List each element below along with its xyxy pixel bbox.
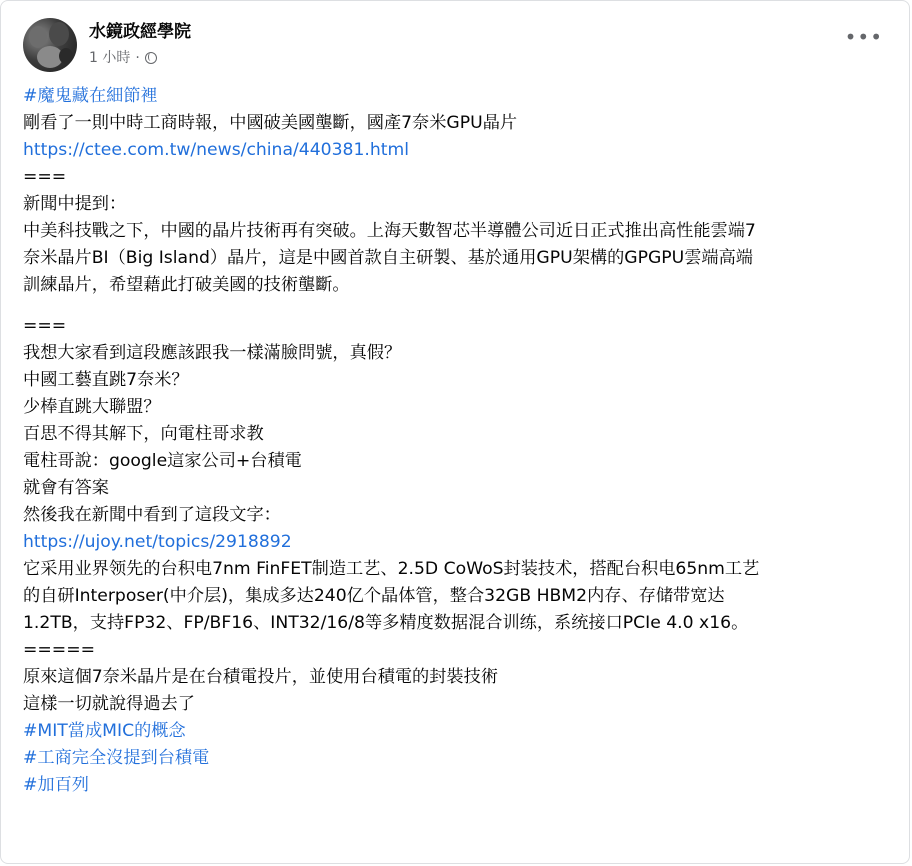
hashtags-paragraph <box>23 718 891 772</box>
post-header <box>23 18 191 72</box>
intro-paragraph <box>23 110 891 299</box>
hashtag-link[interactable]: #工商完全沒提到台積電 <box>23 748 210 768</box>
post-timestamp-row <box>89 49 191 67</box>
hashtag-link[interactable]: #加百列 <box>23 775 89 795</box>
conclusion-paragraph <box>23 637 891 691</box>
explained-paragraph <box>23 691 891 718</box>
found-text: 然後我在新聞中看到了這段文字： <box>23 505 281 525</box>
page-name-link[interactable]: 水鏡政經學院 <box>89 22 191 42</box>
quote-line: 1.2TB，支持FP32、FP/BF16、INT32/16/8等多精度数据混合训练，系统接口PCIe 4.0 x16。 <box>23 613 749 633</box>
hashtag-demon-in-details[interactable] <box>23 83 891 110</box>
ctee-news-link[interactable]: https://ctee.com.tw/news/china/440381.html <box>23 140 409 160</box>
ujoy-topic-link[interactable]: https://ujoy.net/topics/2918892 <box>23 532 292 552</box>
question-line: 少棒直跳大聯盟？ <box>23 397 161 417</box>
post-time[interactable]: 1 小時 <box>89 50 131 66</box>
separator-line: === <box>23 167 67 187</box>
ask-paragraph <box>23 421 891 448</box>
separator-line: === <box>23 316 67 336</box>
question-line: 我想大家看到這段應該跟我一樣滿臉問號，真假？ <box>23 343 402 363</box>
hashtag-link[interactable]: #MIT當成MIC的概念 <box>23 721 186 741</box>
post-body <box>23 83 891 799</box>
answer-paragraph <box>23 448 891 502</box>
news-line: 訓練晶片，希望藉此打破美國的技術壟斷。 <box>23 275 350 295</box>
news-line: 奈米晶片BI（Big Island）晶片，這是中國首款自主研製、基於通用GPU架構的GPGPU雲端高端 <box>23 248 753 268</box>
answer-line: 就會有答案 <box>23 478 109 498</box>
more-options-icon[interactable]: ••• <box>844 25 883 49</box>
quote-line: 的自研Interposer(中介层)，集成多达240亿个晶体管，整合32GB HBM2内存、存储带宽达 <box>23 586 725 606</box>
globe-icon[interactable] <box>145 52 157 64</box>
quote-line: 它采用业界领先的台积电7nm FinFET制造工艺、2.5D CoWoS封装技术，搭配台积电65nm工艺 <box>23 559 760 579</box>
ask-text: 百思不得其解下，向電柱哥求教 <box>23 424 264 444</box>
separator-line: ===== <box>23 640 96 660</box>
explained-text: 這樣一切就說得過去了 <box>23 694 195 714</box>
page-avatar[interactable] <box>23 18 77 72</box>
question-paragraph <box>23 313 891 421</box>
separator-dot: · <box>135 50 140 66</box>
conclusion-text: 原來這個7奈米晶片是在台積電投片，並使用台積電的封裝技術 <box>23 667 499 687</box>
post-meta <box>89 18 191 67</box>
answer-line: 電柱哥說：google這家公司+台積電 <box>23 451 302 471</box>
hashtag-last-paragraph <box>23 772 891 799</box>
intro-text: 剛看了一則中時工商時報，中國破美國壟斷，國產7奈米GPU晶片 <box>23 113 518 133</box>
hashtag-link[interactable]: #魔鬼藏在細節裡 <box>23 86 158 106</box>
quote-paragraph <box>23 502 891 637</box>
news-heading: 新聞中提到： <box>23 194 127 214</box>
news-line: 中美科技戰之下，中國的晶片技術再有突破。上海天數智芯半導體公司近日正式推出高性能雲端7 <box>23 221 756 241</box>
question-line: 中國工藝直跳7奈米？ <box>23 370 189 390</box>
